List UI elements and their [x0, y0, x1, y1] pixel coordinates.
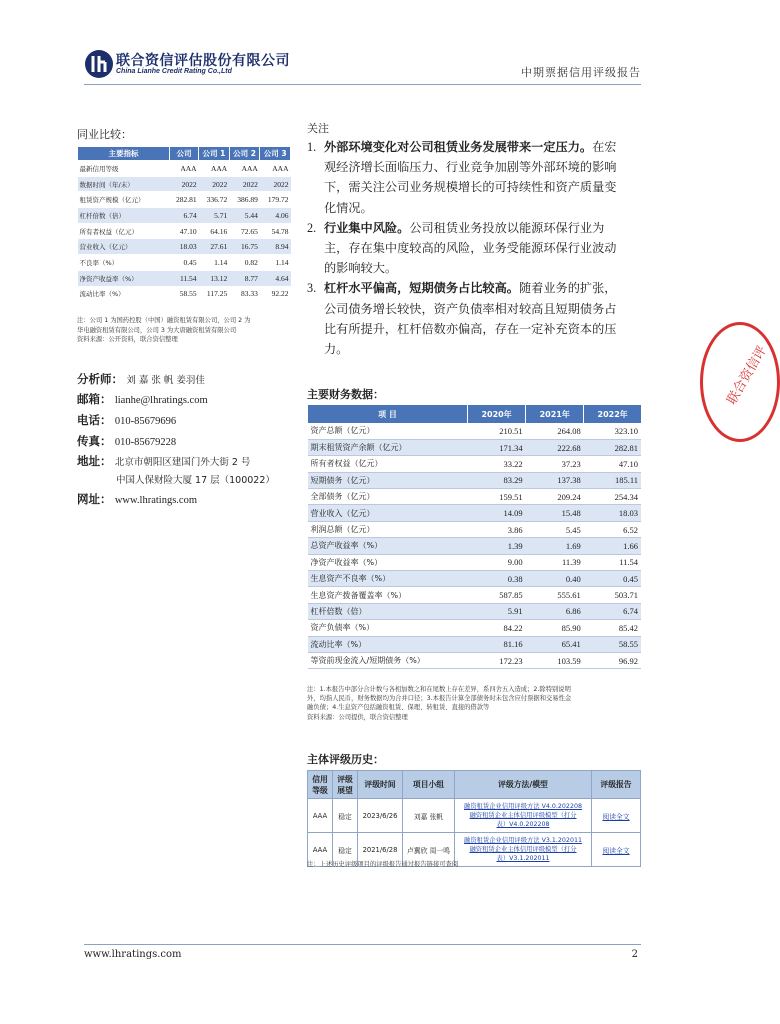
financial-cell-value: 65.41: [526, 636, 584, 652]
financial-table-row: [308, 620, 642, 636]
financial-cell-value: 83.29: [468, 472, 526, 488]
credit-grade-cell: AAA: [308, 833, 333, 867]
financial-cell-value: 15.48: [526, 505, 584, 521]
peer-cell-value: 179.72: [260, 192, 291, 208]
read-full-report-link[interactable]: 阅读全文: [602, 846, 630, 855]
financial-table-row: [308, 489, 642, 505]
financial-cell-value: 96.92: [584, 652, 641, 668]
analyst-line: [77, 371, 205, 387]
credit-grade-cell: AAA: [308, 799, 333, 833]
financial-data-table: [307, 405, 641, 669]
email-label: 邮箱：: [77, 392, 112, 406]
financial-cell-value: 33.22: [468, 456, 526, 472]
financial-row-label: 流动比率（%）: [308, 636, 468, 652]
footer-divider: [84, 944, 641, 945]
focus-item: 1. 外部环境变化对公司租赁业务发展带来一定压力。在宏 观经济增长面临压力、行业竞争加剧等外部环境的影响 下，需关注公司业务规模增长的可持续性和资产质量变 化情况。: [307, 140, 617, 215]
financial-cell-value: 1.69: [526, 538, 584, 554]
peer-cell-value: 58.55: [170, 286, 199, 302]
analyst-label: 分析师：: [77, 372, 123, 386]
financial-cell-value: 222.68: [526, 439, 584, 455]
peer-table-row: [78, 255, 291, 271]
financial-header-cell: 项 目: [308, 405, 468, 423]
peer-cell-value: 117.25: [199, 286, 230, 302]
financial-cell-value: 503.71: [584, 587, 641, 603]
rating-outlook-cell: 稳定: [333, 799, 358, 833]
financial-row-label: 杠杆倍数（倍）: [308, 603, 468, 619]
website-line: [77, 491, 197, 507]
peer-cell-value: 4.64: [260, 270, 291, 286]
peer-cell-value: 8.77: [229, 270, 260, 286]
peer-cell-value: AAA: [199, 161, 230, 177]
financial-table-row: [308, 521, 642, 537]
peer-table-row: [78, 270, 291, 286]
peer-cell-value: 8.94: [260, 239, 291, 255]
peer-header-cell: 公司 2: [229, 147, 260, 161]
financial-cell-value: 185.11: [584, 472, 641, 488]
financial-cell-value: 47.10: [584, 456, 641, 472]
financial-cell-value: 159.51: [468, 489, 526, 505]
fax-label: 传真：: [77, 434, 112, 448]
fax-line: [77, 433, 176, 449]
fax-value: 010-85679228: [114, 437, 177, 448]
financial-cell-value: 103.59: [526, 652, 584, 668]
financial-row-label: 期末租赁资产余额（亿元）: [308, 439, 468, 455]
company-logo-icon: [84, 49, 114, 79]
financial-row-label: 短期债务（亿元）: [308, 472, 468, 488]
company-seal-stamp: 联合资信评: [700, 322, 780, 442]
financial-cell-value: 9.00: [468, 554, 526, 570]
focus-item: 3. 杠杆水平偏高，短期债务占比较高。随着业务的扩张， 公司债务增长较快，资产负债率相对较高且短期债务占 比有所提升，杠杆倍数亦偏高，存在一定补充资本的压 力。: [307, 281, 617, 357]
financial-table-row: [308, 587, 642, 603]
phone-value: 010-85679696: [114, 416, 177, 427]
rating-outlook-cell: 稳定: [333, 833, 358, 867]
address-label: 地址：: [77, 454, 112, 468]
history-header-cell: 评级 展望: [333, 771, 358, 799]
financial-row-label: 等资前现金流入/短期债务（%）: [308, 652, 468, 668]
financial-cell-value: 137.38: [526, 472, 584, 488]
phone-line: [77, 412, 176, 428]
rating-date-cell: 2021/6/28: [358, 833, 403, 867]
financial-cell-value: 85.90: [526, 620, 584, 636]
focus-title: 关注: [307, 122, 329, 135]
page-number: 2: [631, 949, 638, 960]
financial-table-row: [308, 439, 642, 455]
financial-cell-value: 0.45: [584, 571, 641, 587]
peer-comparison-title: 同业比较：: [77, 128, 132, 141]
peer-table-row: [78, 192, 291, 208]
rating-report-cell: [592, 799, 641, 833]
financial-cell-value: 254.34: [584, 489, 641, 505]
history-header-cell: 项目小组: [403, 771, 455, 799]
financial-row-label: 营业收入（亿元）: [308, 505, 468, 521]
financial-cell-value: 587.85: [468, 587, 526, 603]
peer-cell-value: 83.33: [229, 286, 260, 302]
rating-method-cell: [455, 799, 592, 833]
peer-cell-value: 1.14: [260, 255, 291, 271]
peer-row-label: 不良率（%）: [78, 255, 170, 271]
peer-table-header: [78, 147, 291, 161]
analyst-names: 刘 嘉 张 帆 姜羽佳: [126, 375, 205, 386]
history-header-cell: 评级时间: [358, 771, 403, 799]
peer-row-label: 杠杆倍数（倍）: [78, 208, 170, 224]
peer-row-label: 净资产收益率（%）: [78, 270, 170, 286]
financial-cell-value: 0.38: [468, 571, 526, 587]
financial-header-cell: 2020年: [468, 405, 526, 423]
financial-row-label: 资产总额（亿元）: [308, 423, 468, 439]
financial-cell-value: 58.55: [584, 636, 641, 652]
financial-row-label: 所有者权益（亿元）: [308, 456, 468, 472]
peer-cell-value: 4.06: [260, 208, 291, 224]
financial-cell-value: 14.09: [468, 505, 526, 521]
peer-row-label: 最新信用等级: [78, 161, 170, 177]
peer-table-row: [78, 176, 291, 192]
peer-cell-value: 11.54: [170, 270, 199, 286]
financial-cell-value: 282.81: [584, 439, 641, 455]
website-link[interactable]: www.lhratings.com: [114, 495, 197, 506]
focus-item: 2. 行业集中风险。公司租赁业务投放以能源环保行业为 主，存在集中度较高的风险，业务受能源环保行业波动 的影响较大。: [307, 220, 617, 276]
address-line: [77, 453, 250, 469]
header-divider: [84, 84, 641, 85]
financial-row-label: 全部债务（亿元）: [308, 489, 468, 505]
financial-row-label: 利润总额（亿元）: [308, 521, 468, 537]
rating-history-table: [307, 770, 641, 867]
history-header-cell: 信用 等级: [308, 771, 333, 799]
peer-table-row: [78, 161, 291, 177]
financial-table-row: [308, 603, 642, 619]
financial-row-label: 总资产收益率（%）: [308, 538, 468, 554]
rating-history-title: 主体评级历史：: [307, 753, 384, 766]
peer-table-row: [78, 239, 291, 255]
peer-cell-value: 386.89: [229, 192, 260, 208]
financial-cell-value: 6.86: [526, 603, 584, 619]
footer-website[interactable]: www.lhratings.com: [84, 949, 182, 960]
peer-cell-value: 13.12: [199, 270, 230, 286]
peer-cell-value: 1.14: [199, 255, 230, 271]
peer-cell-value: 5.44: [229, 208, 260, 224]
financial-row-label: 生息资产不良率（%）: [308, 571, 468, 587]
read-full-report-link[interactable]: 阅读全文: [602, 812, 630, 821]
financial-cell-value: 81.16: [468, 636, 526, 652]
financial-cell-value: 0.40: [526, 571, 584, 587]
peer-cell-value: 47.10: [170, 223, 199, 239]
peer-row-label: 数据时间（年/末）: [78, 176, 170, 192]
peer-cell-value: 282.81: [170, 192, 199, 208]
financial-data-title: 主要财务数据：: [307, 388, 384, 401]
peer-cell-value: 72.65: [229, 223, 260, 239]
financial-cell-value: 37.23: [526, 456, 584, 472]
history-table-row: [308, 799, 641, 833]
financial-cell-value: 264.08: [526, 423, 584, 439]
financial-cell-value: 6.52: [584, 521, 641, 537]
address-line-1: 北京市朝阳区建国门外大街 2 号: [114, 457, 251, 468]
website-label: 网址：: [77, 492, 112, 506]
peer-cell-value: 92.22: [260, 286, 291, 302]
rating-method-link[interactable]: 融资租赁企业信用评级方法 V3.1.202011: [464, 837, 582, 844]
peer-table-row: [78, 208, 291, 224]
peer-row-label: 所有者权益（亿元）: [78, 223, 170, 239]
financial-cell-value: 85.42: [584, 620, 641, 636]
rating-report-cell: [592, 833, 641, 867]
rating-method-link[interactable]: 表）V4.0.202208: [496, 821, 550, 828]
financial-cell-value: 11.54: [584, 554, 641, 570]
address-line-2-row: [116, 472, 275, 486]
project-team-cell: 卢冀欣 周一鸣: [403, 833, 455, 867]
peer-cell-value: 6.74: [170, 208, 199, 224]
financial-cell-value: 323.10: [584, 423, 641, 439]
financial-table-row: [308, 472, 642, 488]
peer-table-note: 注：公司 1 为国药控股（中国）融资租赁有限公司，公司 2 为 华电融资租赁有限公司，公司 3 为大唐融资租赁有限公司 资料来源：公开资料，联合资信整理: [77, 317, 251, 343]
rating-method-link[interactable]: 表）V3.1.202011: [496, 855, 550, 862]
financial-cell-value: 172.23: [468, 652, 526, 668]
peer-row-label: 租赁资产规模（亿元）: [78, 192, 170, 208]
peer-cell-value: 5.71: [199, 208, 230, 224]
peer-cell-value: 64.16: [199, 223, 230, 239]
email-link[interactable]: lianhe@lhratings.com: [114, 395, 208, 406]
financial-table-row: [308, 636, 642, 652]
peer-cell-value: AAA: [229, 161, 260, 177]
rating-date-cell: 2023/6/26: [358, 799, 403, 833]
financial-cell-value: 209.24: [526, 489, 584, 505]
peer-cell-value: 27.61: [199, 239, 230, 255]
history-header-cell: 评级报告: [592, 771, 641, 799]
financial-cell-value: 3.86: [468, 521, 526, 537]
peer-table-row: [78, 286, 291, 302]
financial-table-row: [308, 538, 642, 554]
history-table-header: [308, 771, 641, 799]
peer-cell-value: 2022: [229, 176, 260, 192]
financial-cell-value: 171.34: [468, 439, 526, 455]
peer-row-label: 流动比率（%）: [78, 286, 170, 302]
company-name-en: China Lianhe Credit Rating Co.,Ltd: [116, 68, 232, 75]
peer-cell-value: AAA: [260, 161, 291, 177]
peer-cell-value: 16.75: [229, 239, 260, 255]
peer-comparison-table: [77, 146, 291, 302]
financial-row-label: 生息资产拨备覆盖率（%）: [308, 587, 468, 603]
financial-table-row: [308, 652, 642, 668]
peer-cell-value: 54.78: [260, 223, 291, 239]
peer-header-cell: 公司 3: [260, 147, 291, 161]
report-type: 中期票据信用评级报告: [521, 66, 641, 79]
rating-method-link[interactable]: 融资租赁企业主体信用评级模型（打分: [469, 846, 577, 853]
company-name-cn: 联合资信评估股份有限公司: [116, 53, 290, 69]
financial-table-header: [308, 405, 642, 423]
peer-cell-value: 0.45: [170, 255, 199, 271]
financial-cell-value: 210.51: [468, 423, 526, 439]
peer-header-cell: 公司: [170, 147, 199, 161]
financial-cell-value: 1.66: [584, 538, 641, 554]
financial-table-row: [308, 554, 642, 570]
peer-header-cell: 公司 1: [199, 147, 230, 161]
financial-cell-value: 18.03: [584, 505, 641, 521]
financial-header-cell: 2022年: [584, 405, 641, 423]
project-team-cell: 刘嘉 张帆: [403, 799, 455, 833]
peer-table-row: [78, 223, 291, 239]
email-line: [77, 391, 208, 407]
rating-history-note: 注：上述历史评级项目的评级报告通过报告链接可查阅: [307, 861, 459, 868]
peer-cell-value: 2022: [199, 176, 230, 192]
financial-cell-value: 84.22: [468, 620, 526, 636]
financial-cell-value: 6.74: [584, 603, 641, 619]
financial-cell-value: 11.39: [526, 554, 584, 570]
financial-cell-value: 1.39: [468, 538, 526, 554]
peer-cell-value: AAA: [170, 161, 199, 177]
peer-header-cell: 主要指标: [78, 147, 170, 161]
phone-label: 电话：: [77, 413, 112, 427]
peer-cell-value: 0.82: [229, 255, 260, 271]
financial-header-cell: 2021年: [526, 405, 584, 423]
financial-table-row: [308, 571, 642, 587]
history-header-cell: 评级方法/模型: [455, 771, 592, 799]
address-line-2: 中国人保财险大厦 17 层（100022）: [116, 475, 275, 486]
financial-row-label: 资产负债率（%）: [308, 620, 468, 636]
peer-cell-value: 2022: [260, 176, 291, 192]
financial-cell-value: 555.61: [526, 587, 584, 603]
rating-method-cell: [455, 833, 592, 867]
focus-list: [307, 137, 649, 359]
peer-cell-value: 18.03: [170, 239, 199, 255]
financial-cell-value: 5.91: [468, 603, 526, 619]
financial-row-label: 净资产收益率（%）: [308, 554, 468, 570]
peer-row-label: 营业收入（亿元）: [78, 239, 170, 255]
rating-method-link[interactable]: 融资租赁企业主体信用评级模型（打分: [469, 812, 577, 819]
financial-table-row: [308, 505, 642, 521]
peer-cell-value: 336.72: [199, 192, 230, 208]
rating-method-link[interactable]: 融资租赁企业信用评级方法 V4.0.202208: [464, 803, 582, 810]
financial-table-note: 注：1.本报告中部分合计数与各相加数之和在尾数上存在差异，系四舍五入造成；2.除特别说明 外，均指人民币，财务数据均为合并口径；3.本报告计算全部债务时未包含应付票据和交易性金 融负债；4.生息资产包括融资租赁、保理、转租赁、直接的借款等 资料来源：公司提供，联合资信整理: [307, 686, 572, 721]
financial-table-row: [308, 456, 642, 472]
financial-table-row: [308, 423, 642, 439]
financial-cell-value: 5.45: [526, 521, 584, 537]
peer-cell-value: 2022: [170, 176, 199, 192]
